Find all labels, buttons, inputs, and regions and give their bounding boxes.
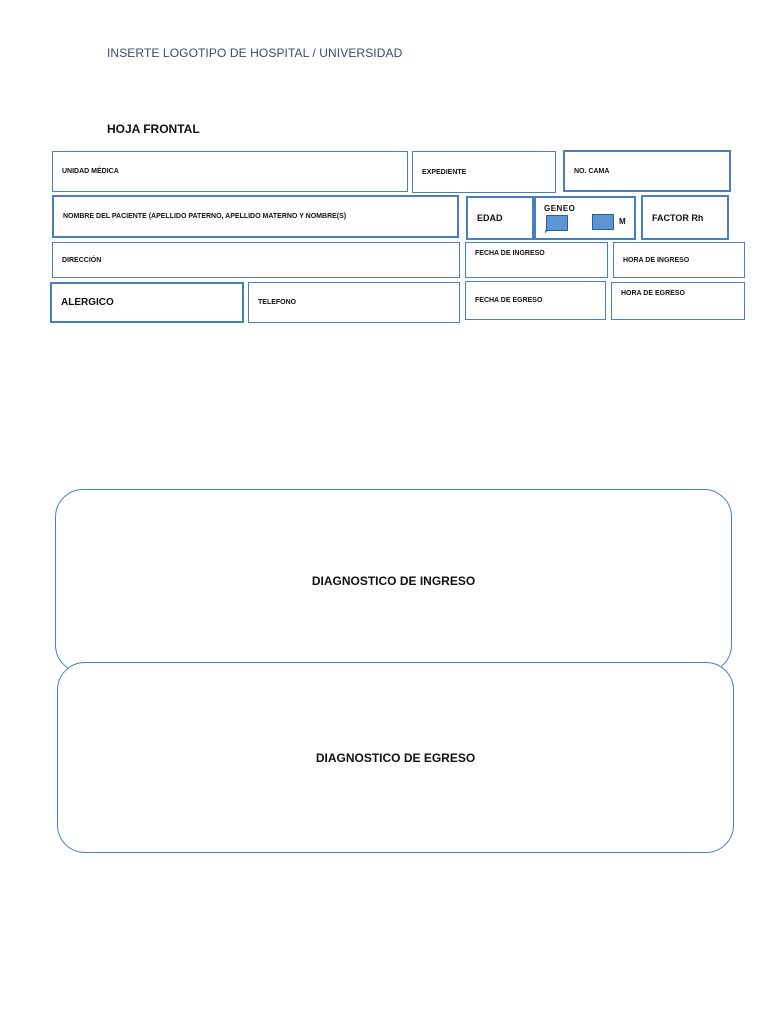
alergico-label: ALERGICO bbox=[61, 297, 114, 308]
unidad-medica-label: UNIDAD MÉDICA bbox=[62, 168, 119, 175]
genero-field bbox=[534, 196, 636, 240]
genero-female-checkbox[interactable] bbox=[546, 215, 568, 231]
no-cama-field[interactable] bbox=[563, 150, 731, 192]
genero-male-label: M bbox=[619, 217, 626, 226]
diagnostico-egreso-panel[interactable] bbox=[57, 662, 734, 853]
genero-female-label: F bbox=[545, 229, 548, 234]
hora-egreso-label: HORA DE EGRESO bbox=[621, 290, 685, 297]
fecha-ingreso-label: FECHA DE INGRESO bbox=[475, 250, 545, 257]
direccion-field[interactable] bbox=[52, 242, 460, 278]
factor-rh-label: FACTOR Rh bbox=[652, 212, 704, 223]
no-cama-label: NO. CAMA bbox=[574, 167, 610, 175]
hora-ingreso-field[interactable] bbox=[613, 242, 745, 278]
telefono-field[interactable] bbox=[248, 282, 460, 323]
fecha-egreso-field[interactable] bbox=[465, 281, 606, 320]
hora-egreso-field[interactable] bbox=[611, 282, 745, 320]
fecha-ingreso-field[interactable] bbox=[465, 242, 608, 278]
factor-rh-field[interactable] bbox=[641, 195, 729, 240]
logo-placeholder: INSERTE LOGOTIPO DE HOSPITAL / UNIVERSIDAD bbox=[107, 46, 403, 60]
fecha-egreso-label: FECHA DE EGRESO bbox=[475, 297, 543, 304]
expediente-field[interactable] bbox=[412, 151, 556, 193]
direccion-label: DIRECCIÓN bbox=[62, 256, 102, 264]
nombre-paciente-label: NOMBRE DEL PACIENTE (APELLIDO PATERNO, APELLIDO MATERNO Y NOMBRE(S) bbox=[63, 213, 347, 220]
alergico-field[interactable] bbox=[50, 282, 244, 323]
expediente-label: EXPEDIENTE bbox=[422, 168, 467, 176]
diagnostico-ingreso-label: DIAGNOSTICO DE INGRESO bbox=[311, 574, 476, 588]
edad-field[interactable] bbox=[466, 196, 534, 240]
hora-ingreso-label: HORA DE INGRESO bbox=[623, 256, 690, 264]
genero-label: GENEO bbox=[544, 204, 576, 213]
diagnostico-egreso-label: DIAGNOSTICO DE EGRESO bbox=[315, 750, 476, 765]
telefono-label: TELEFONO bbox=[258, 299, 297, 306]
edad-label: EDAD bbox=[477, 213, 503, 223]
genero-male-checkbox[interactable] bbox=[592, 214, 614, 230]
page-title: HOJA FRONTAL bbox=[107, 122, 200, 136]
diagnostico-ingreso-panel[interactable] bbox=[55, 489, 732, 673]
unidad-medica-field[interactable] bbox=[52, 151, 408, 192]
nombre-paciente-field[interactable] bbox=[52, 195, 459, 238]
